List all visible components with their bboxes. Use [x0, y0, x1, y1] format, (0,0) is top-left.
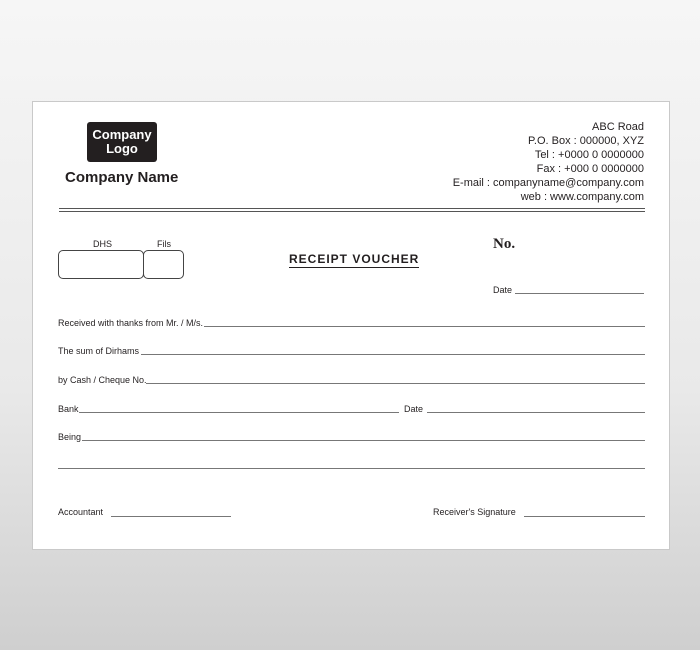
being-line-2[interactable] [58, 468, 645, 469]
fax-line: Fax : +000 0 0000000 [536, 163, 644, 175]
voucher-date-line[interactable] [515, 293, 644, 294]
header-divider-top [59, 208, 645, 209]
bank-line[interactable] [79, 412, 399, 413]
voucher-date-label: Date [493, 285, 513, 295]
header-divider-bottom [59, 211, 645, 212]
cash-cheque-line[interactable] [146, 383, 645, 384]
company-logo [87, 122, 157, 162]
voucher-title: RECEIPT VOUCHER [289, 252, 420, 266]
receiver-signature-line[interactable] [524, 516, 645, 517]
sum-label: The sum of Dirhams [58, 346, 140, 356]
accountant-label: Accountant [58, 507, 104, 517]
received-from-line[interactable] [204, 326, 645, 327]
bank-date-label: Date [404, 404, 424, 414]
po-box-line: P.O. Box : 000000, XYZ [528, 135, 644, 147]
logo-line-1: Company [92, 127, 152, 142]
contact-block [453, 120, 644, 204]
web-line: web : www.company.com [520, 191, 644, 203]
email-line: E-mail : companyname@company.com [452, 177, 644, 189]
voucher-number-label: No. [493, 236, 516, 252]
bank-date-line[interactable] [427, 412, 645, 413]
fils-amount-box[interactable] [143, 250, 184, 279]
being-label: Being [58, 432, 82, 442]
received-from-label: Received with thanks from Mr. / M/s. [58, 318, 204, 328]
cash-cheque-label: by Cash / Cheque No. [58, 375, 147, 385]
company-name: Company Name [65, 169, 179, 186]
address-line: ABC Road [592, 121, 644, 133]
dhs-label: DHS [93, 239, 113, 249]
logo-line-2: Logo [106, 141, 138, 156]
receipt-voucher-sheet [32, 101, 670, 550]
being-line[interactable] [82, 440, 645, 441]
sum-line[interactable] [141, 354, 645, 355]
fils-label: Fils [157, 239, 171, 249]
tel-line: Tel : +0000 0 0000000 [534, 149, 644, 161]
dhs-amount-box[interactable] [58, 250, 144, 279]
bank-label: Bank [58, 404, 79, 414]
accountant-signature-line[interactable] [111, 516, 231, 517]
receiver-signature-label: Receiver's Signature [433, 507, 516, 517]
